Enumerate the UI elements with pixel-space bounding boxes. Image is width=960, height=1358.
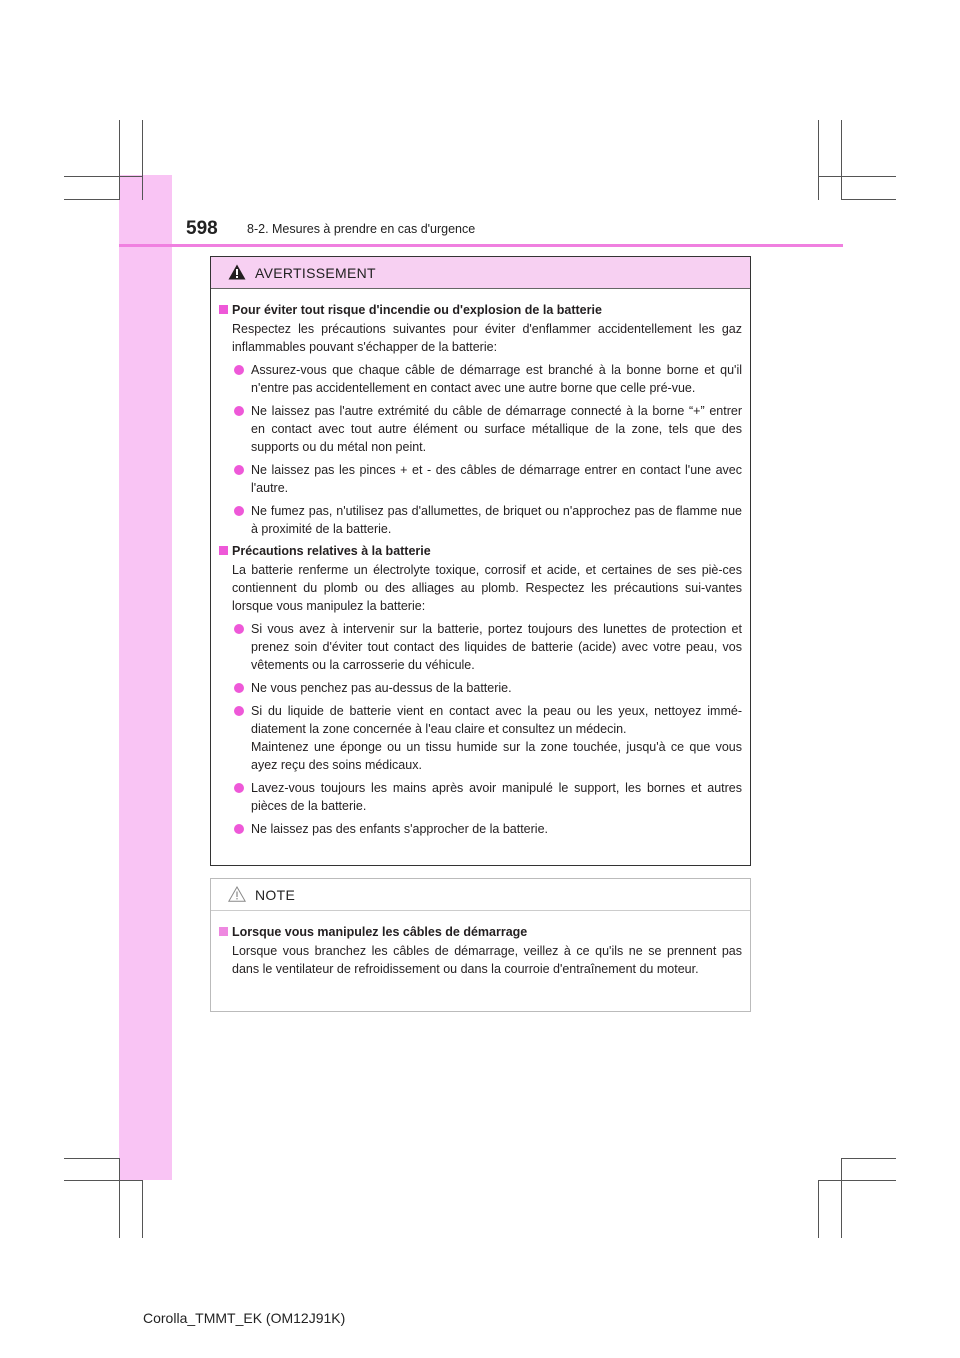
note-heading: Lorsque vous manipulez les câbles de démarrage [219,923,742,941]
circle-bullet-icon [234,824,244,834]
warning-header [211,257,750,289]
square-bullet-icon [219,927,228,936]
list-item-continuation: Maintenez une éponge ou un tissu humide sur la zone touchée, jusqu'à ce que vous ayez reçu des soins médicaux. [251,740,742,772]
circle-bullet-icon [234,683,244,693]
section-text: La batterie renferme un électrolyte toxique, corrosif et acide, et certaines de ses piè-ces contiennent du plomb ou des alliages au plomb. Respectez les précautions sui-vantes lorsque vous manipulez la batterie: [232,563,742,613]
list-item: Assurez-vous que chaque câble de démarrage est branché à la bonne borne et qu'il n'entre pas accidentellement en contact avec une autre borne que celle pré-vue. [219,361,742,397]
circle-bullet-icon [234,624,244,634]
square-bullet-icon [219,546,228,555]
list-item: Ne laissez pas l'autre extrémité du câble de démarrage connecté à la borne “+” entrer en contact avec tout autre élément ou surface métallique de la zone, tels que des supports ou du métal non peint. [219,402,742,456]
list-item: Ne fumez pas, n'utilisez pas d'allumettes, de briquet ou n'approchez pas de flamme nue à proximité de la batterie. [219,502,742,538]
document-footer: Corolla_TMMT_EK (OM12J91K) [143,1310,346,1326]
note-header [211,879,750,911]
circle-bullet-icon [234,365,244,375]
circle-bullet-icon [234,783,244,793]
warning-body [211,289,750,838]
section-heading: Pour éviter tout risque d'incendie ou d'explosion de la batterie [219,301,742,319]
page-number: 598 [186,218,218,239]
warning-box [210,256,751,866]
circle-bullet-icon [234,706,244,716]
note-box [210,878,751,1012]
circle-bullet-icon [234,406,244,416]
list-item: Ne laissez pas les pinces + et - des câbles de démarrage entrer en contact l'une avec l'autre. [219,461,742,497]
circle-bullet-icon [234,506,244,516]
circle-bullet-icon [234,465,244,475]
header-rule [119,244,843,247]
warning-title: AVERTISSEMENT [255,265,376,281]
list-item: Si du liquide de batterie vient en contact avec la peau ou les yeux, nettoyez immé-diatement la zone concernée à l'eau claire et consultez un médecin. Maintenez une éponge ou un tissu humide sur la zone touchée, jusqu'à ce que vous ayez reçu des soins médicaux. [219,702,742,774]
list-item: Ne laissez pas des enfants s'approcher de la batterie. [219,820,742,838]
chapter-tab-band [119,175,172,1180]
section-heading: Précautions relatives à la batterie [219,542,742,560]
warning-icon [228,264,246,280]
section-text: Respectez les précautions suivantes pour éviter d'enflammer accidentellement les gaz inflammables pouvant s'échapper de la batterie: [232,322,742,354]
list-item: Ne vous penchez pas au-dessus de la batterie. [219,679,742,697]
caution-icon [228,886,246,902]
note-body [211,911,750,978]
note-title: NOTE [255,887,296,903]
square-bullet-icon [219,305,228,314]
list-item: Si vous avez à intervenir sur la batterie, portez toujours des lunettes de protection et prenez soin d'éviter tout contact des liquides de batterie (acide) avec votre peau, vos vêtements ou la carrosserie du véhicule. [219,620,742,674]
section-title: 8-2. Mesures à prendre en cas d'urgence [247,222,476,236]
note-text: Lorsque vous branchez les câbles de démarrage, veillez à ce qu'ils ne se prennent pas dans le ventilateur de refroidissement ou dans la courroie d'entraînement du moteur. [232,944,742,976]
list-item: Lavez-vous toujours les mains après avoir manipulé le support, les bornes et autres pièces de la batterie. [219,779,742,815]
